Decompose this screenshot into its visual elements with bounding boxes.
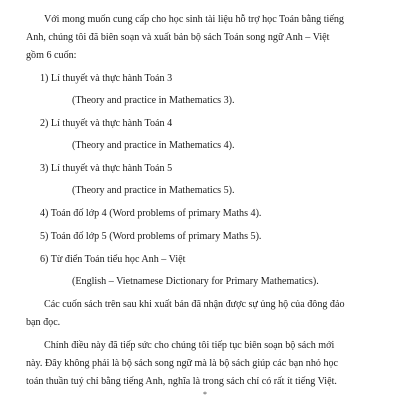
intro-line-1: Với mong muốn cung cấp cho học sinh tài liệu hỗ trợ học Toán bằng tiếng xyxy=(44,14,344,25)
book-2-english: (Theory and practice in Mathematics 4). xyxy=(72,140,235,151)
intro-line-2: Anh, chúng tôi đã biên soạn và xuất bản bộ sách Toán song ngữ Anh – Việt xyxy=(26,32,330,43)
para3-line-2: này. Đây không phải là bộ sách song ngữ mà là bộ sách giúp các bạn nhỏ học xyxy=(26,358,339,369)
book-6-english: (English – Vietnamese Dictionary for Primary Mathematics). xyxy=(72,276,319,287)
book-3-title: 3) Lí thuyết và thực hành Toán 5 xyxy=(40,163,173,174)
book-5-title: 5) Toán đố lớp 5 (Word problems of primary Maths 5). xyxy=(40,231,262,242)
para3-line-3: toán thuần tuý chỉ bằng tiếng Anh, nghĩa là trong sách chỉ có rất ít tiếng Việt. xyxy=(26,376,337,387)
para3-line-1: Chính điều này đã tiếp sức cho chúng tôi tiếp tục biên soạn bộ sách mới xyxy=(44,340,335,351)
para2-line-2: bạn đọc. xyxy=(26,317,61,328)
para2-line-1: Các cuốn sách trên sau khi xuất bản đã nhận được sự ủng hộ của đông đảo xyxy=(44,299,345,310)
book-3-english: (Theory and practice in Mathematics 5). xyxy=(72,185,235,196)
ornament-star: * xyxy=(203,390,207,399)
book-1-english: (Theory and practice in Mathematics 3). xyxy=(72,95,235,106)
intro-line-3: gồm 6 cuốn: xyxy=(26,50,77,61)
book-1-title: 1) Lí thuyết và thực hành Toán 3 xyxy=(40,73,173,84)
book-4-title: 4) Toán đố lớp 4 (Word problems of primary Maths 4). xyxy=(40,208,262,219)
book-6-title: 6) Từ điển Toán tiểu học Anh – Việt xyxy=(40,254,186,265)
book-2-title: 2) Lí thuyết và thực hành Toán 4 xyxy=(40,118,173,129)
